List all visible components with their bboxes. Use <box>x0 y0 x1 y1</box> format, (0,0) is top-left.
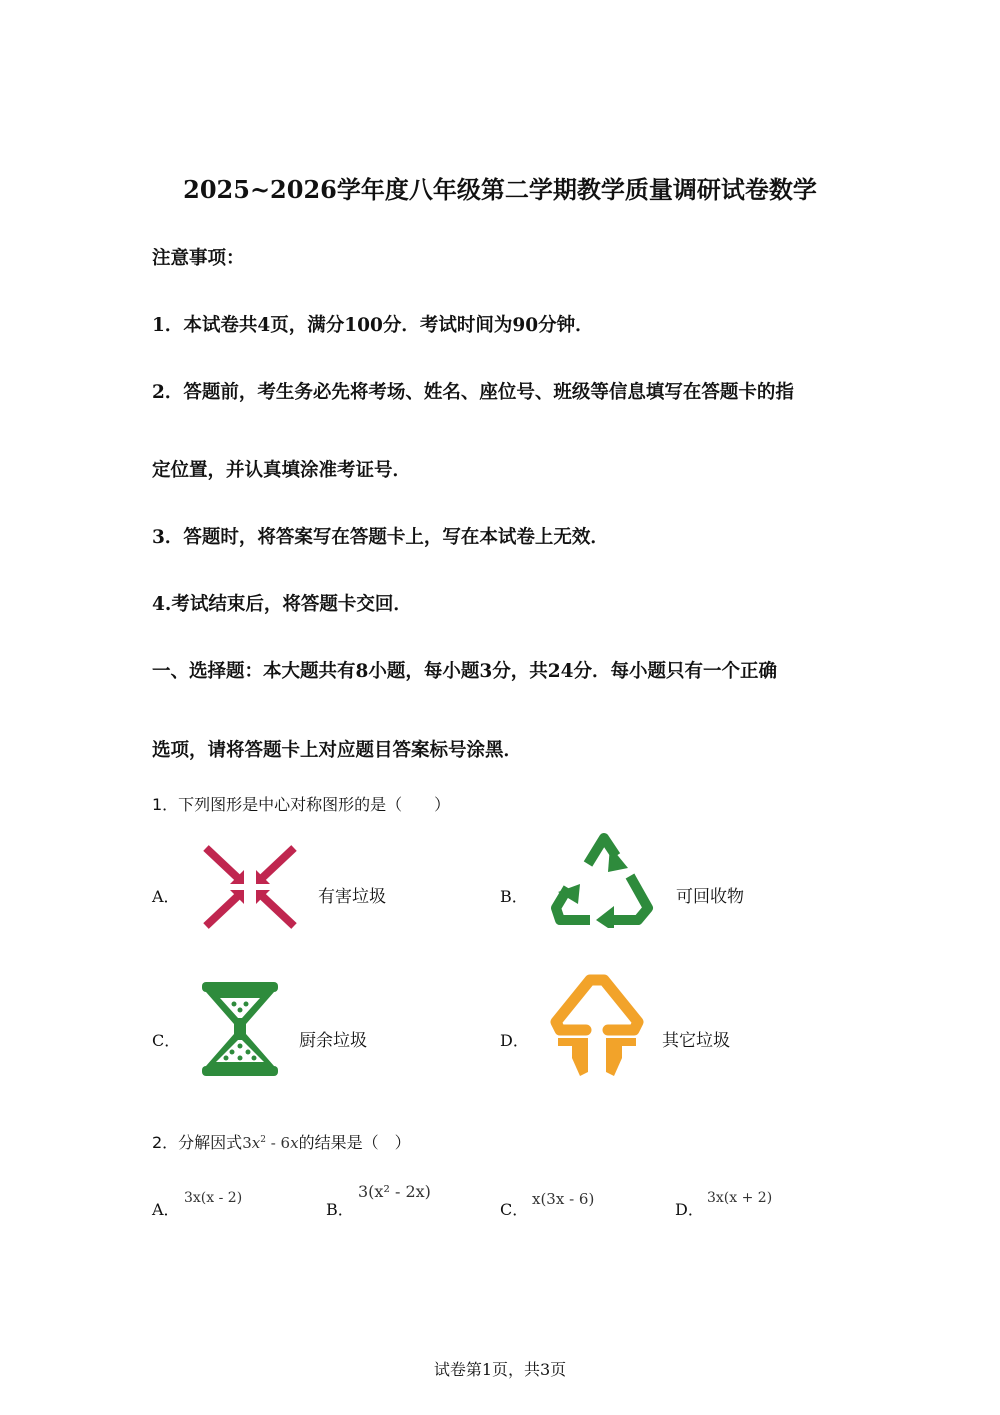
q1-option-b-label: 可回收物 <box>676 887 744 907</box>
other-waste-icon <box>550 972 644 1080</box>
kitchen-waste-icon <box>200 980 280 1078</box>
notice-item-4: 4.考试结束后，将答题卡交回． <box>152 594 412 615</box>
q1-option-d-label: 其它垃圾 <box>662 1031 730 1051</box>
q1-option-a-label: 有害垃圾 <box>318 887 386 907</box>
q2-expression: $3x^2 - 6x$ <box>242 1134 299 1152</box>
q2-option-a-expression: 3x(x - 2) <box>184 1190 243 1206</box>
q2-option-d-expression: 3x(x + 2) <box>707 1190 773 1206</box>
q2-stem-prefix: 2．分解因式 <box>152 1133 243 1152</box>
notice-item-2-line-1: 2．答题前，考生务必先将考场、姓名、座位号、班级等信息填写在答题卡的指 <box>152 382 794 403</box>
section-1-line-1: 一、选择题：本大题共有8小题，每小题3分，共24分．每小题只有一个正确 <box>152 661 777 682</box>
section-1-line-2: 选项，请将答题卡上对应题目答案标号涂黑． <box>152 740 523 761</box>
q1-option-c-letter: C． <box>152 1031 181 1050</box>
hazardous-waste-icon <box>198 840 302 934</box>
q2-option-b-expression: 3(x² - 2x) <box>358 1182 431 1201</box>
recyclable-icon <box>550 832 656 928</box>
q2-stem-suffix: 的结果是（ ） <box>298 1133 411 1152</box>
q2-option-a-letter: A． <box>152 1200 180 1219</box>
notice-item-2-line-2: 定位置，并认真填涂准考证号． <box>152 460 412 481</box>
q1-option-b-letter: B． <box>500 887 528 906</box>
question-2-stem <box>152 1130 411 1153</box>
page-footer: 试卷第1页，共3页 <box>433 1360 567 1379</box>
q2-option-b-letter: B． <box>326 1200 354 1219</box>
q2-option-c-letter: C． <box>500 1200 529 1219</box>
q2-option-c-expression: x(3x - 6) <box>532 1190 595 1208</box>
q1-option-c-label: 厨余垃圾 <box>299 1031 367 1051</box>
q1-option-d-letter: D． <box>500 1031 529 1050</box>
notice-item-3: 3．答题时，将答案写在答题卡上，写在本试卷上无效． <box>152 527 609 548</box>
page-title: 2025~2026学年度八年级第二学期教学质量调研试卷数学 <box>183 175 817 204</box>
q2-option-d-letter: D． <box>675 1200 704 1219</box>
q1-option-a-letter: A． <box>152 887 180 906</box>
question-1-stem: 1．下列图形是中心对称图形的是（ ） <box>152 795 451 814</box>
notice-item-1: 1．本试卷共4页，满分100分．考试时间为90分钟． <box>152 315 594 336</box>
notice-heading: 注意事项： <box>152 248 245 269</box>
